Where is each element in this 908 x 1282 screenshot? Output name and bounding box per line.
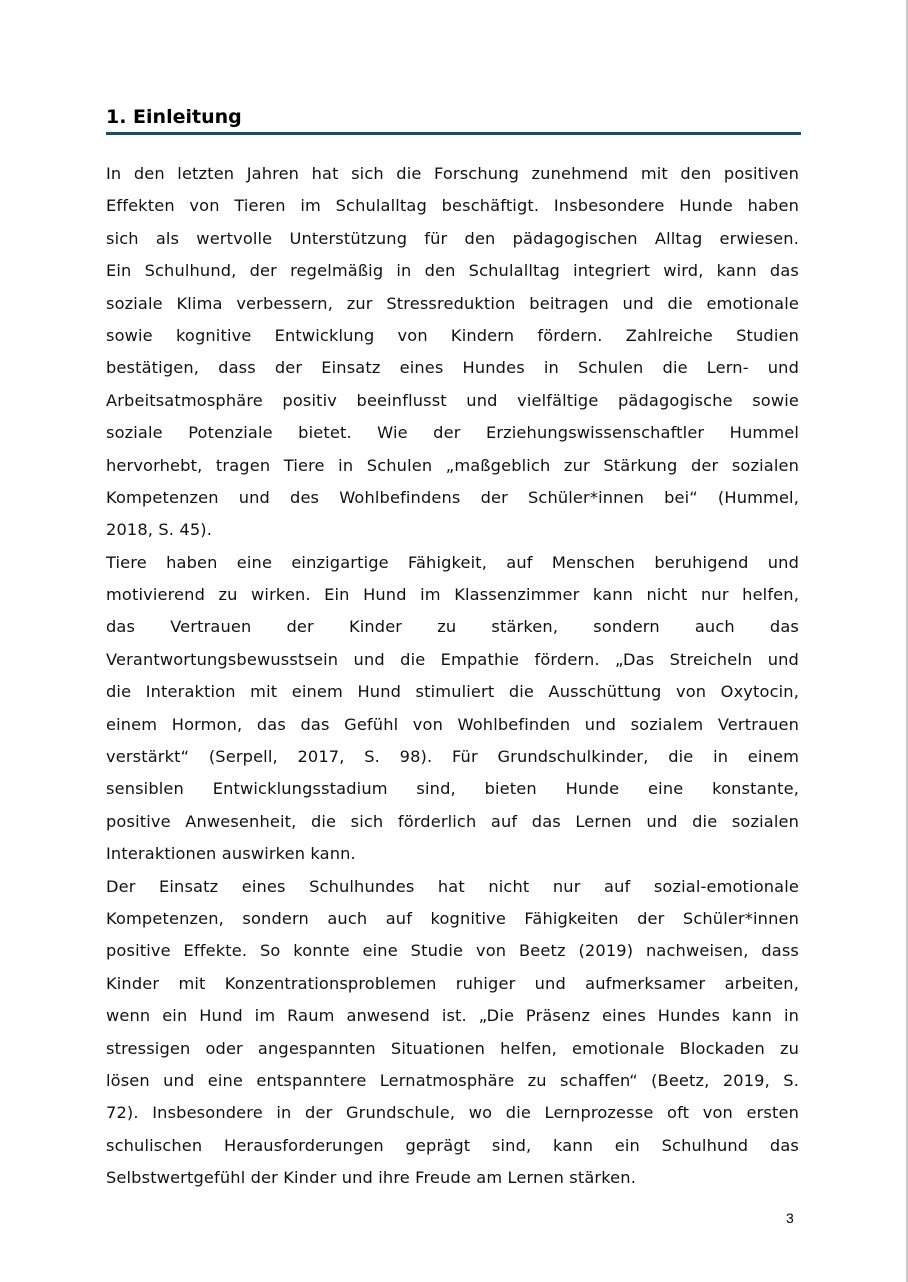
text-line: lösen und eine entspanntere Lernatmosphäre zu schaffen“ (Beetz, 2019, S.: [106, 1070, 799, 1090]
text-line: 72). Insbesondere in der Grundschule, wo die Lernprozesse oft von ersten: [106, 1103, 799, 1123]
text-line: bestätigen, dass der Einsatz eines Hundes in Schulen die Lern- und: [106, 358, 799, 378]
text-line: stressigen oder angespannten Situationen helfen, emotionale Blockaden zu: [106, 1038, 799, 1058]
text-line: wenn ein Hund im Raum anwesend ist. „Die Präsenz eines Hundes kann in: [106, 1006, 799, 1026]
section-heading: 1. Einleitung: [106, 104, 801, 135]
text-line: positive Effekte. So konnte eine Studie von Beetz (2019) nachweisen, dass: [106, 941, 799, 961]
text-line: Kompetenzen, sondern auch auf kognitive Fähigkeiten der Schüler*innen: [106, 908, 799, 928]
text-line: 2018, S. 45).: [106, 520, 213, 540]
text-line: soziale Potenziale bietet. Wie der Erziehungswissenschaftler Hummel: [106, 423, 799, 443]
text-line: sich als wertvolle Unterstützung für den pädagogischen Alltag erwiesen.: [106, 228, 799, 248]
text-line: sowie kognitive Entwicklung von Kindern fördern. Zahlreiche Studien: [106, 325, 799, 345]
text-line: Kompetenzen und des Wohlbefindens der Schüler*innen bei“ (Hummel,: [106, 487, 799, 507]
text-line: schulischen Herausforderungen geprägt sind, kann ein Schulhund das: [106, 1135, 799, 1155]
paragraph-1: [106, 160, 799, 549]
text-line: hervorhebt, tragen Tiere in Schulen „maßgeblich zur Stärkung der sozialen: [106, 455, 799, 475]
text-line: Selbstwertgefühl der Kinder und ihre Freude am Lernen stärken.: [106, 1168, 636, 1188]
text-line: soziale Klima verbessern, zur Stressreduktion beitragen und die emotionale: [106, 293, 799, 313]
text-line: verstärkt“ (Serpell, 2017, S. 98). Für Grundschulkinder, die in einem: [106, 747, 799, 767]
page-number: 3: [786, 1210, 794, 1226]
paragraph-3: [106, 873, 799, 1197]
text-line: Tiere haben eine einzigartige Fähigkeit, auf Menschen beruhigend und: [106, 552, 799, 572]
text-line: das Vertrauen der Kinder zu stärken, sondern auch das: [106, 617, 799, 637]
body-text: [106, 160, 799, 1197]
text-line: Arbeitsatmosphäre positiv beeinflusst und vielfältige pädagogische sowie: [106, 390, 799, 410]
paragraph-2: [106, 549, 799, 873]
text-line: Kinder mit Konzentrationsproblemen ruhiger und aufmerksamer arbeiten,: [106, 973, 799, 993]
text-line: Interaktionen auswirken kann.: [106, 844, 356, 864]
text-line: Der Einsatz eines Schulhundes hat nicht nur auf sozial-emotionale: [106, 876, 799, 896]
text-line: positive Anwesenheit, die sich förderlich auf das Lernen und die sozialen: [106, 811, 799, 831]
text-line: die Interaktion mit einem Hund stimuliert die Ausschüttung von Oxytocin,: [106, 682, 799, 702]
text-line: einem Hormon, das das Gefühl von Wohlbefinden und sozialem Vertrauen: [106, 714, 799, 734]
text-line: sensiblen Entwicklungsstadium sind, bieten Hunde eine konstante,: [106, 779, 799, 799]
text-line: In den letzten Jahren hat sich die Forschung zunehmend mit den positiven: [106, 164, 799, 183]
text-line: motivierend zu wirken. Ein Hund im Klassenzimmer kann nicht nur helfen,: [106, 585, 799, 605]
text-line: Effekten von Tieren im Schulalltag beschäftigt. Insbesondere Hunde haben: [106, 196, 799, 216]
text-line: Verantwortungsbewusstsein und die Empathie fördern. „Das Streicheln und: [106, 649, 799, 669]
text-line: Ein Schulhund, der regelmäßig in den Schulalltag integriert wird, kann das: [106, 261, 799, 281]
